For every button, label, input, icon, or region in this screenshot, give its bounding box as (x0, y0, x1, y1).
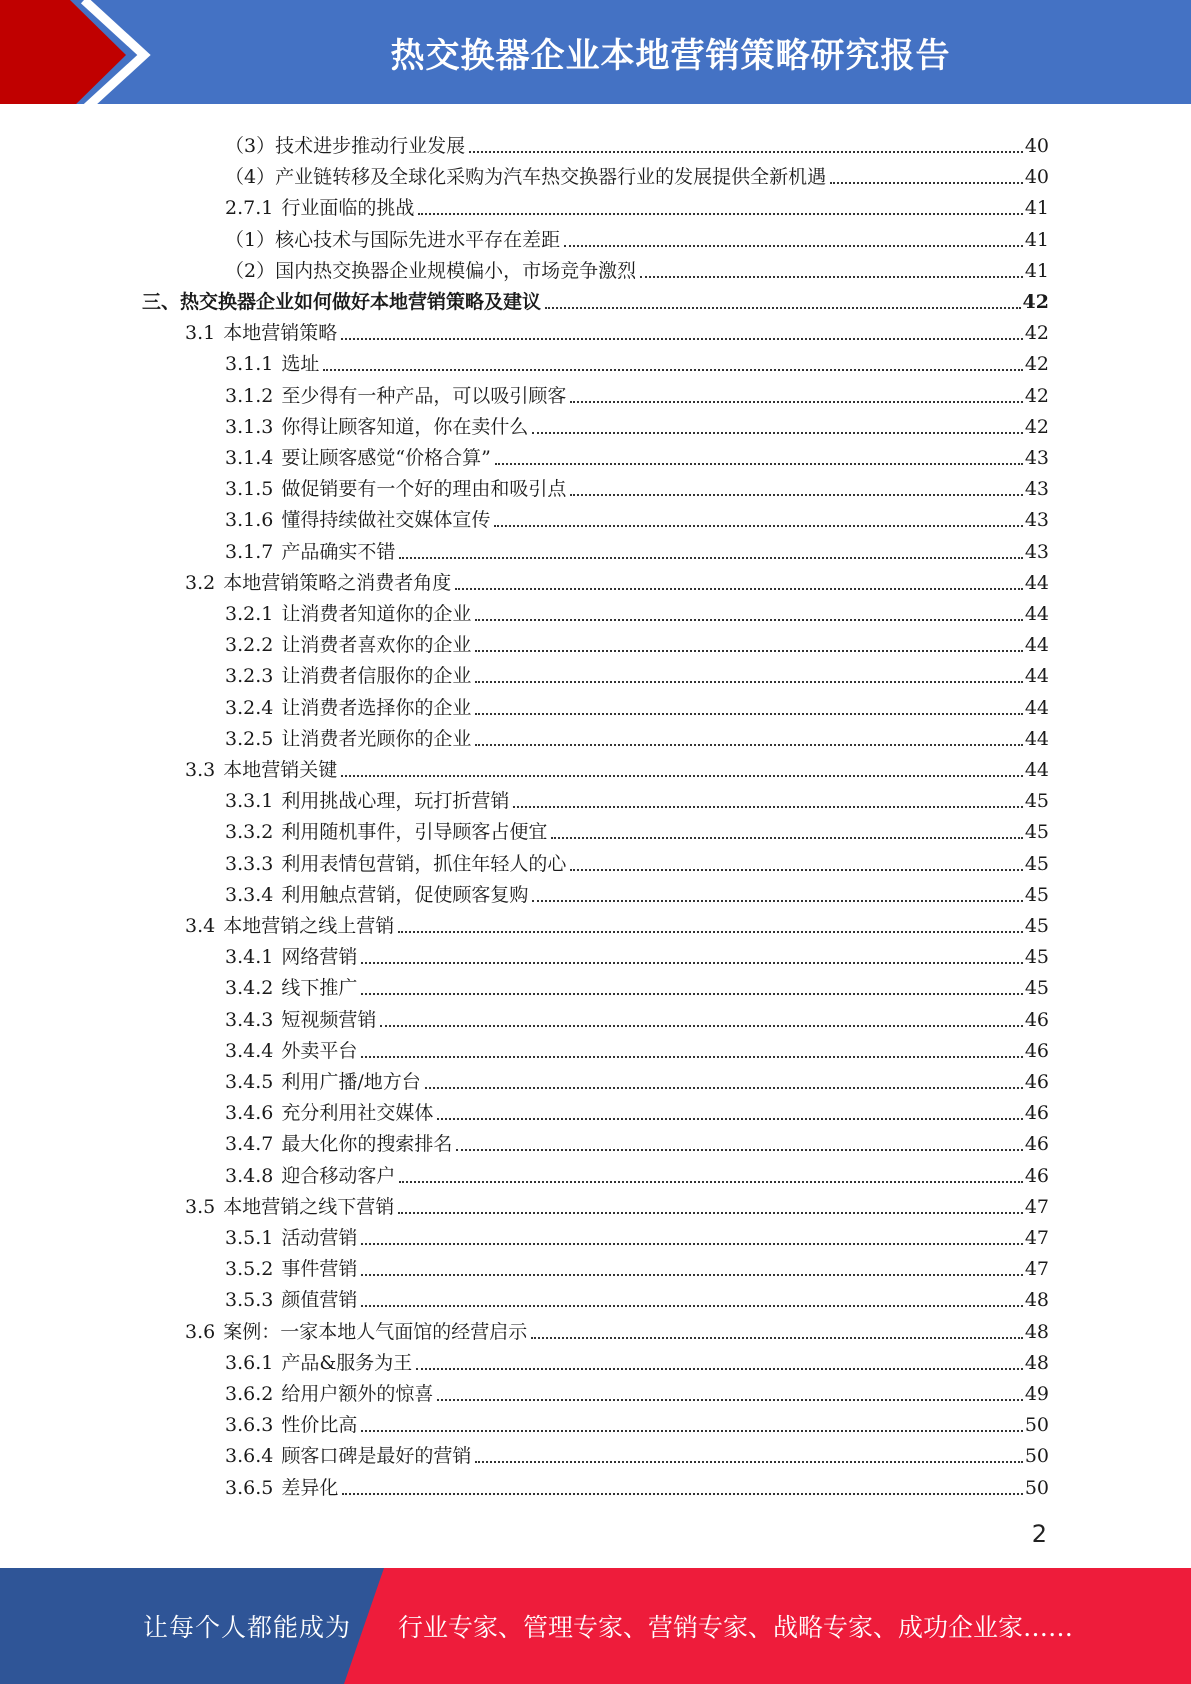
toc-entry-number: 3.4.1 (225, 946, 274, 969)
toc-entry-page: 45 (1024, 852, 1049, 875)
toc-entry-page: 44 (1024, 759, 1049, 781)
toc-entry-number: 3.4.6 (225, 1102, 274, 1125)
toc-entry-number: 3.3.3 (225, 852, 274, 875)
toc-entry[interactable] (225, 783, 1049, 814)
toc-entry[interactable] (225, 378, 1049, 409)
toc-entry[interactable] (225, 1470, 1049, 1501)
toc-entry-number: 3.6.2 (225, 1383, 274, 1405)
toc-entry-title: 本地营销之线下营销 (223, 1195, 395, 1218)
toc-dot-leader (425, 1085, 1023, 1089)
toc-entry[interactable] (225, 877, 1049, 908)
toc-entry-label (225, 1007, 376, 1033)
toc-entry-label (185, 1194, 394, 1220)
toc-entry-number: 3.2.2 (225, 634, 274, 657)
toc-entry-label (185, 570, 451, 596)
toc-entry[interactable] (225, 440, 1049, 471)
toc-entry-title: 最大化你的搜索排名 (281, 1133, 453, 1156)
toc-entry[interactable] (185, 908, 1049, 939)
toc-entry-page: 45 (1024, 821, 1049, 844)
toc-entry-page: 40 (1024, 135, 1049, 157)
toc-entry-label (185, 757, 337, 783)
toc-entry-number: 3.4.2 (225, 977, 274, 1000)
toc-entry-number: 3.1.5 (225, 478, 274, 501)
toc-entry-page: 46 (1024, 1164, 1049, 1187)
footer-tagline: 行业专家、管理专家、营销专家、战略专家、成功企业家…… (398, 1613, 1074, 1642)
toc-dot-leader (475, 1459, 1022, 1463)
toc-entry-number: 3.4.4 (225, 1039, 274, 1062)
toc-entry[interactable] (225, 1251, 1049, 1282)
toc-entry-number: 3.2.1 (225, 603, 274, 625)
toc-entry-title: 要让顾客感觉“价格合算” (281, 447, 491, 469)
toc-entry-page: 46 (1024, 1133, 1049, 1156)
toc-entry-page: 50 (1024, 1476, 1049, 1499)
toc-entry-title: 技术进步推动行业发展 (275, 135, 466, 157)
toc-dot-leader (551, 835, 1022, 839)
toc-entry-title: 线下推广 (281, 977, 358, 1000)
toc-entry-label (225, 882, 528, 908)
toc-entry-page: 44 (1024, 634, 1049, 657)
toc-entry-label (225, 1069, 421, 1095)
toc-entry-title: 利用广播/地方台 (281, 1071, 421, 1093)
toc-entry-page: 45 (1024, 915, 1049, 937)
toc-dot-leader (469, 149, 1023, 153)
toc-entry-number: 2.7.1 (225, 197, 274, 220)
toc-entry-number: 3.5.3 (225, 1289, 274, 1312)
toc-entry[interactable] (225, 1345, 1049, 1376)
toc-entry[interactable] (225, 1002, 1049, 1033)
toc-entry-number: 3.4.7 (225, 1133, 274, 1156)
toc-entry[interactable] (225, 222, 1049, 253)
toc-entry-title: 性价比高 (281, 1414, 358, 1437)
toc-entry-page: 42 (1024, 415, 1049, 438)
toc-entry-label (225, 726, 471, 752)
toc-entry-title: 让消费者知道你的企业 (281, 603, 472, 625)
toc-entry-number: 3.4.5 (225, 1071, 274, 1093)
toc-dot-leader (437, 1397, 1022, 1401)
toc-entry-label (225, 632, 471, 658)
toc-entry-number: 3.1.7 (225, 540, 274, 563)
toc-entry-label (225, 1131, 452, 1157)
toc-entry-title: 做促销要有一个好的理由和吸引点 (281, 478, 567, 501)
toc-entry-title: 利用随机事件，引导顾客占便宜 (281, 821, 548, 844)
toc-dot-leader (455, 586, 1023, 590)
toc-entry[interactable] (225, 190, 1049, 221)
toc-entry-page: 44 (1024, 665, 1049, 688)
toc-entry-title: 充分利用社交媒体 (281, 1102, 434, 1125)
toc-entry-title: 颜值营销 (281, 1289, 358, 1312)
toc-entry-page: 50 (1024, 1445, 1049, 1468)
toc-entry-title: 让消费者光顾你的企业 (281, 727, 472, 750)
toc-entry-label (225, 1163, 395, 1189)
toc-entry-number: 3.1 (185, 322, 216, 345)
toc-dot-leader (399, 1179, 1022, 1183)
toc-entry-page: 47 (1024, 1227, 1049, 1249)
toc-entry-title: 让消费者选择你的企业 (281, 696, 472, 719)
toc-dot-leader (418, 211, 1022, 215)
page-number: 2 (1031, 1520, 1047, 1548)
toc-entry-title: 本地营销策略 (223, 322, 338, 345)
toc-dot-leader (475, 679, 1022, 683)
toc-entry-title: 利用表情包营销，抓住年轻人的心 (281, 852, 567, 875)
toc-entry-page: 50 (1024, 1414, 1049, 1437)
toc-dot-leader (475, 742, 1022, 746)
toc-entry-page: 41 (1024, 259, 1049, 282)
toc-entry-number: 3.6 (185, 1320, 216, 1343)
toc-entry-label (185, 913, 394, 939)
toc-entry-title: 利用触点营销，促使顾客复购 (281, 883, 529, 906)
toc-entry-number: 3.5.1 (225, 1227, 274, 1249)
toc-dot-leader (341, 773, 1023, 777)
toc-entry-page: 47 (1024, 1195, 1049, 1218)
toc-entry-title: 你得让顾客知道，你在卖什么 (281, 415, 529, 438)
toc-dot-leader (361, 991, 1022, 995)
toc-entry-number: 3.3 (185, 759, 216, 781)
toc-dot-leader (456, 1147, 1022, 1151)
toc-entry-label (225, 1381, 433, 1407)
toc-entry-number: 3.6.5 (225, 1476, 274, 1499)
toc-entry-page: 43 (1024, 540, 1049, 563)
toc-entry-page: 42 (1024, 353, 1049, 376)
toc-entry-page: 49 (1024, 1383, 1049, 1405)
toc-entry-number: 3.3.1 (225, 790, 274, 813)
toc-entry-title: 选址 (281, 353, 320, 376)
toc-entry-title: 至少得有一种产品，可以吸引顾客 (281, 384, 567, 407)
footer-slogan: 让每个人都能成为 (143, 1613, 352, 1642)
toc-entry[interactable] (225, 846, 1049, 877)
page-footer (0, 1568, 1191, 1684)
toc-entry-page: 48 (1024, 1320, 1049, 1343)
toc-entry[interactable] (225, 658, 1049, 689)
toc-entry-label (225, 476, 566, 502)
toc-dot-leader (361, 960, 1022, 964)
toc-dot-leader (570, 867, 1022, 871)
toc-entry[interactable] (225, 253, 1049, 284)
toc-dot-leader (341, 336, 1023, 340)
toc-dot-leader (495, 461, 1023, 465)
toc-entry-label (142, 289, 541, 315)
toc-dot-leader (545, 305, 1021, 309)
toc-entry-number: 3.1.2 (225, 384, 274, 407)
toc-entry[interactable] (225, 1407, 1049, 1438)
toc-entry-title: 本地营销关键 (223, 759, 338, 781)
toc-entry-title: 行业面临的挑战 (281, 197, 415, 220)
toc-entry-label (225, 258, 636, 284)
toc-entry[interactable] (225, 159, 1049, 190)
toc-entry[interactable] (142, 284, 1049, 315)
toc-dot-leader (380, 1023, 1022, 1027)
toc-dot-leader (361, 1272, 1022, 1276)
toc-entry-page: 40 (1024, 166, 1049, 189)
toc-entry[interactable] (225, 1064, 1049, 1095)
toc-entry[interactable] (225, 939, 1049, 970)
toc-entry-title: 利用挑战心理，玩打折营销 (281, 790, 510, 813)
toc-entry-label (225, 414, 528, 440)
toc-entry-title: 国内热交换器企业规模偏小，市场竞争激烈 (275, 259, 637, 282)
toc-entry[interactable] (225, 627, 1049, 658)
toc-entry-page: 44 (1024, 571, 1049, 594)
toc-entry[interactable] (225, 1126, 1049, 1157)
toc-entry-label (225, 601, 471, 627)
toc-entry-number: 3.2.3 (225, 665, 274, 688)
toc-dot-leader (570, 399, 1022, 403)
toc-entry-number: 3.2.4 (225, 696, 274, 719)
toc-dot-leader (830, 180, 1023, 184)
toc-entry-title: 产业链转移及全球化采购为汽车热交换器行业的发展提供全新机遇 (275, 166, 827, 189)
toc-dot-leader (399, 555, 1022, 559)
toc-entry[interactable] (225, 1220, 1049, 1251)
toc-entry-label (225, 1100, 433, 1126)
toc-entry-page: 44 (1024, 727, 1049, 750)
toc-entry[interactable] (225, 1282, 1049, 1313)
toc-entry-number: 3.1.6 (225, 509, 274, 532)
toc-entry-title: 迎合移动客户 (281, 1164, 396, 1187)
toc-entry-title: 让消费者信服你的企业 (281, 665, 472, 688)
toc-entry-label (225, 539, 395, 565)
toc-entry[interactable] (225, 596, 1049, 627)
toc-entry-title: 让消费者喜欢你的企业 (281, 634, 472, 657)
toc-entry[interactable] (225, 721, 1049, 752)
toc-entry-title: 活动营销 (281, 1227, 358, 1249)
toc-entry-page: 44 (1024, 696, 1049, 719)
toc-entry-page: 44 (1024, 603, 1049, 625)
toc-dot-leader (475, 711, 1022, 715)
toc-entry-number: （2） (225, 259, 276, 282)
toc-entry-page: 41 (1024, 197, 1049, 220)
toc-dot-leader (437, 1116, 1022, 1120)
toc-entry-page: 48 (1024, 1351, 1049, 1374)
toc-entry-page: 41 (1024, 228, 1049, 251)
toc-entry-page: 45 (1024, 977, 1049, 1000)
toc-entry-number: 3.2 (185, 571, 216, 594)
toc-entry-page: 43 (1024, 509, 1049, 532)
toc-entry[interactable] (185, 1314, 1049, 1345)
toc-dot-leader (398, 1210, 1023, 1214)
toc-entry-label (225, 695, 471, 721)
toc-entry-page: 48 (1024, 1289, 1049, 1312)
toc-entry-label (225, 663, 471, 689)
toc-entry-number: 3.4.8 (225, 1164, 274, 1187)
toc-entry-label (225, 1038, 357, 1064)
toc-dot-leader (513, 804, 1022, 808)
toc-entry-page: 46 (1024, 1102, 1049, 1125)
toc-entry-title: 差异化 (281, 1476, 339, 1499)
toc-dot-leader (531, 1335, 1023, 1339)
toc-entry-page: 45 (1024, 790, 1049, 813)
toc-entry-label (225, 975, 357, 1001)
toc-entry-page: 46 (1024, 1008, 1049, 1031)
toc-dot-leader (570, 492, 1022, 496)
toc-entry-page: 43 (1024, 447, 1049, 469)
toc-dot-leader (532, 430, 1022, 434)
toc-entry-label (225, 351, 319, 377)
toc-entry-number: 3.5.2 (225, 1258, 274, 1281)
toc-entry-label (225, 1256, 357, 1282)
toc-entry-title: 本地营销策略之消费者角度 (223, 571, 452, 594)
toc-entry-title: 短视频营销 (281, 1008, 377, 1031)
toc-entry-page: 45 (1024, 946, 1049, 969)
toc-entry-number: 3.6.4 (225, 1445, 274, 1468)
toc-entry-label (225, 1412, 357, 1438)
toc-entry-label (225, 1350, 412, 1376)
toc-entry-title: 事件营销 (281, 1258, 358, 1281)
toc-entry-label (225, 164, 826, 190)
toc-dot-leader (342, 1491, 1022, 1495)
toc-entry-label (225, 788, 509, 814)
toc-entry-label (185, 1319, 527, 1345)
toc-entry-title: 案例：一家本地人气面馆的经营启示 (223, 1320, 528, 1343)
toc-entry[interactable] (185, 315, 1049, 346)
toc-entry-title: 懂得持续做社交媒体宣传 (281, 509, 491, 532)
toc-entry[interactable] (225, 128, 1049, 159)
toc-entry-page: 42 (1024, 322, 1049, 345)
toc-dot-leader (361, 1428, 1022, 1432)
toc-entry[interactable] (225, 1033, 1049, 1064)
page-header (0, 0, 1191, 110)
toc-dot-leader (475, 648, 1022, 652)
toc-entry-number: 3.6.3 (225, 1414, 274, 1437)
toc-entry[interactable] (225, 1095, 1049, 1126)
toc-entry-title: 给用户额外的惊喜 (281, 1383, 434, 1405)
toc-dot-leader (494, 523, 1022, 527)
toc-entry-label (225, 383, 566, 409)
toc-entry[interactable] (185, 1189, 1049, 1220)
toc-entry-number: 3.4 (185, 915, 216, 937)
toc-entry-label (185, 320, 337, 346)
toc-entry-number: （4） (225, 166, 276, 189)
toc-entry-label (225, 1443, 471, 1469)
toc-entry[interactable] (225, 1438, 1049, 1469)
toc-entry-label (225, 944, 357, 970)
toc-entry-page: 42 (1024, 384, 1049, 407)
toc-entry-number: 3.4.3 (225, 1008, 274, 1031)
toc-entry-number: 3.2.5 (225, 727, 274, 750)
toc-entry-label (225, 1287, 357, 1313)
toc-entry-page: 46 (1024, 1039, 1049, 1062)
toc-entry-number: 3.3.4 (225, 883, 274, 906)
toc-dot-leader (361, 1054, 1022, 1058)
toc-dot-leader (361, 1241, 1022, 1245)
toc-entry-title: 外卖平台 (281, 1039, 358, 1062)
toc-entry[interactable] (225, 814, 1049, 845)
toc-entry[interactable] (185, 565, 1049, 596)
toc-entry-number: 三、 (142, 291, 181, 313)
toc-entry-page: 46 (1024, 1071, 1049, 1093)
toc-entry-number: 3.6.1 (225, 1351, 274, 1374)
toc-entry-label (225, 133, 465, 159)
toc-dot-leader (416, 1366, 1023, 1370)
toc-entry[interactable] (225, 502, 1049, 533)
toc-entry-title: 网络营销 (281, 946, 358, 969)
toc-dot-leader (564, 243, 1023, 247)
toc-entry[interactable] (225, 346, 1049, 377)
toc-entry-page: 45 (1024, 883, 1049, 906)
toc-dot-leader (640, 274, 1023, 278)
report-title: 热交换器企业本地营销策略研究报告 (390, 35, 951, 76)
toc-entry[interactable] (225, 534, 1049, 565)
toc-entry[interactable] (225, 409, 1049, 440)
toc-entry[interactable] (185, 752, 1049, 783)
toc-entry-label (225, 195, 414, 221)
toc-entry-title: 产品&服务为王 (281, 1351, 413, 1374)
toc-entry-title: 顾客口碑是最好的营销 (281, 1445, 472, 1468)
toc-entry[interactable] (225, 1376, 1049, 1407)
toc-entry-title: 热交换器企业如何做好本地营销策略及建议 (180, 291, 542, 313)
toc-entry-number: 3.1.1 (225, 353, 274, 376)
toc-entry-number: 3.5 (185, 1195, 216, 1218)
toc-entry-title: 核心技术与国际先进水平存在差距 (275, 228, 561, 251)
toc-entry-label (225, 507, 490, 533)
toc-dot-leader (323, 367, 1022, 371)
toc-entry[interactable] (225, 970, 1049, 1001)
toc-entry-page: 43 (1024, 478, 1049, 501)
toc-entry-page: 47 (1024, 1258, 1049, 1281)
toc-entry-page: 42 (1022, 291, 1049, 313)
toc-entry-label (225, 1225, 357, 1251)
toc-entry-label (225, 227, 560, 253)
toc-entry-number: 3.3.2 (225, 821, 274, 844)
toc-entry-label (225, 819, 547, 845)
toc-entry-label (225, 445, 491, 471)
toc-dot-leader (361, 1303, 1022, 1307)
toc-entry-label (225, 851, 566, 877)
toc-entry-label (225, 1475, 338, 1501)
toc-dot-leader (398, 929, 1023, 933)
toc-entry[interactable] (225, 1158, 1049, 1189)
toc-entry[interactable] (225, 471, 1049, 502)
toc-entry-number: （3） (225, 135, 276, 157)
toc-dot-leader (532, 898, 1022, 902)
toc-entry-number: （1） (225, 228, 276, 251)
toc-dot-leader (475, 617, 1022, 621)
toc-entry-number: 3.1.4 (225, 447, 274, 469)
toc-entry-title: 产品确实不错 (281, 540, 396, 563)
toc-entry[interactable] (225, 690, 1049, 721)
toc-entry-title: 本地营销之线上营销 (223, 915, 395, 937)
toc-entry-number: 3.1.3 (225, 415, 274, 438)
